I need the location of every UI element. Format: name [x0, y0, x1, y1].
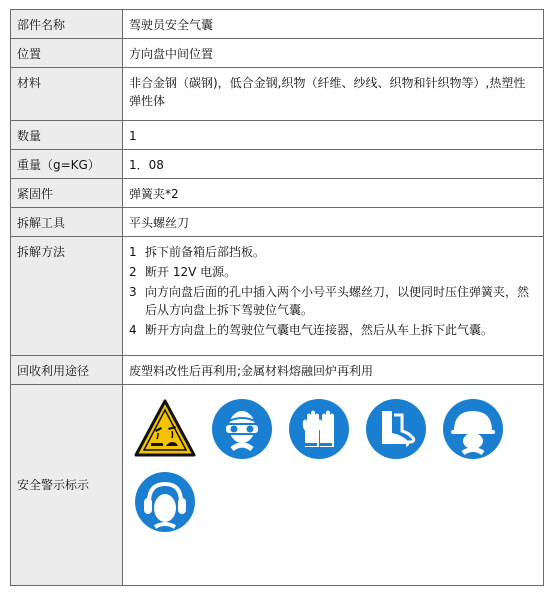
label-weight: 重量（g=KG）	[11, 150, 123, 179]
label-location: 位置	[11, 39, 123, 68]
label-recycling: 回收利用途径	[11, 356, 123, 385]
row-tools	[11, 208, 544, 237]
label-quantity: 数量	[11, 121, 123, 150]
label-fasteners: 紧固件	[11, 179, 123, 208]
value-disassembly-method	[123, 237, 544, 356]
value-fasteners: 弹簧夹*2	[123, 179, 544, 208]
step-number: 4	[129, 323, 137, 337]
helmet-mandatory-icon	[441, 397, 505, 461]
corrosive-warning-icon	[133, 397, 197, 461]
method-steps-list	[129, 243, 537, 339]
row-safety-signs	[11, 385, 544, 586]
ear-protection-mandatory-icon	[133, 470, 197, 534]
label-disassembly-method: 拆解方法	[11, 237, 123, 356]
step-number: 3	[129, 285, 137, 299]
safety-signs-group	[129, 391, 537, 534]
method-step	[129, 263, 537, 281]
value-recycling: 废塑料改性后再利用;金属材料熔融回炉再利用	[123, 356, 544, 385]
row-location	[11, 39, 544, 68]
label-materials: 材料	[11, 68, 123, 121]
step-text: 拆下前备箱后部挡板。	[145, 245, 266, 259]
value-materials: 非合金钢（碳钢)，低合金钢,织物（纤维、纱线、织物和针织物等）,热塑性弹性体	[123, 68, 544, 121]
step-text: 断开 12V 电源。	[145, 265, 237, 279]
method-step	[129, 243, 537, 261]
safety-boots-mandatory-icon	[364, 397, 428, 461]
goggles-mandatory-icon	[210, 397, 274, 461]
gloves-mandatory-icon	[287, 397, 351, 461]
disassembly-spec-sheet	[10, 9, 544, 586]
method-step	[129, 283, 537, 319]
step-text: 向方向盘后面的孔中插入两个小号平头螺丝刀，以便同时压住弹簧夹，然后从方向盘上拆下驾驶位气囊。	[145, 285, 530, 317]
value-part-name: 驾驶员安全气囊	[123, 10, 544, 39]
row-part-name	[11, 10, 544, 39]
step-text: 断开方向盘上的驾驶位气囊电气连接器，然后从车上拆下此气囊。	[145, 323, 494, 337]
label-tools: 拆解工具	[11, 208, 123, 237]
row-fasteners	[11, 179, 544, 208]
value-weight: 1．08	[123, 150, 544, 179]
step-number: 1	[129, 245, 137, 259]
step-number: 2	[129, 265, 137, 279]
row-quantity	[11, 121, 544, 150]
spec-table	[10, 9, 544, 586]
row-weight	[11, 150, 544, 179]
method-step	[129, 321, 537, 339]
label-safety-signs: 安全警示标示	[11, 385, 123, 586]
row-materials	[11, 68, 544, 121]
value-location: 方向盘中间位置	[123, 39, 544, 68]
row-recycling	[11, 356, 544, 385]
value-tools: 平头螺丝刀	[123, 208, 544, 237]
value-quantity: 1	[123, 121, 544, 150]
label-part-name: 部件名称	[11, 10, 123, 39]
value-safety-signs	[123, 385, 544, 586]
row-disassembly-method	[11, 237, 544, 356]
